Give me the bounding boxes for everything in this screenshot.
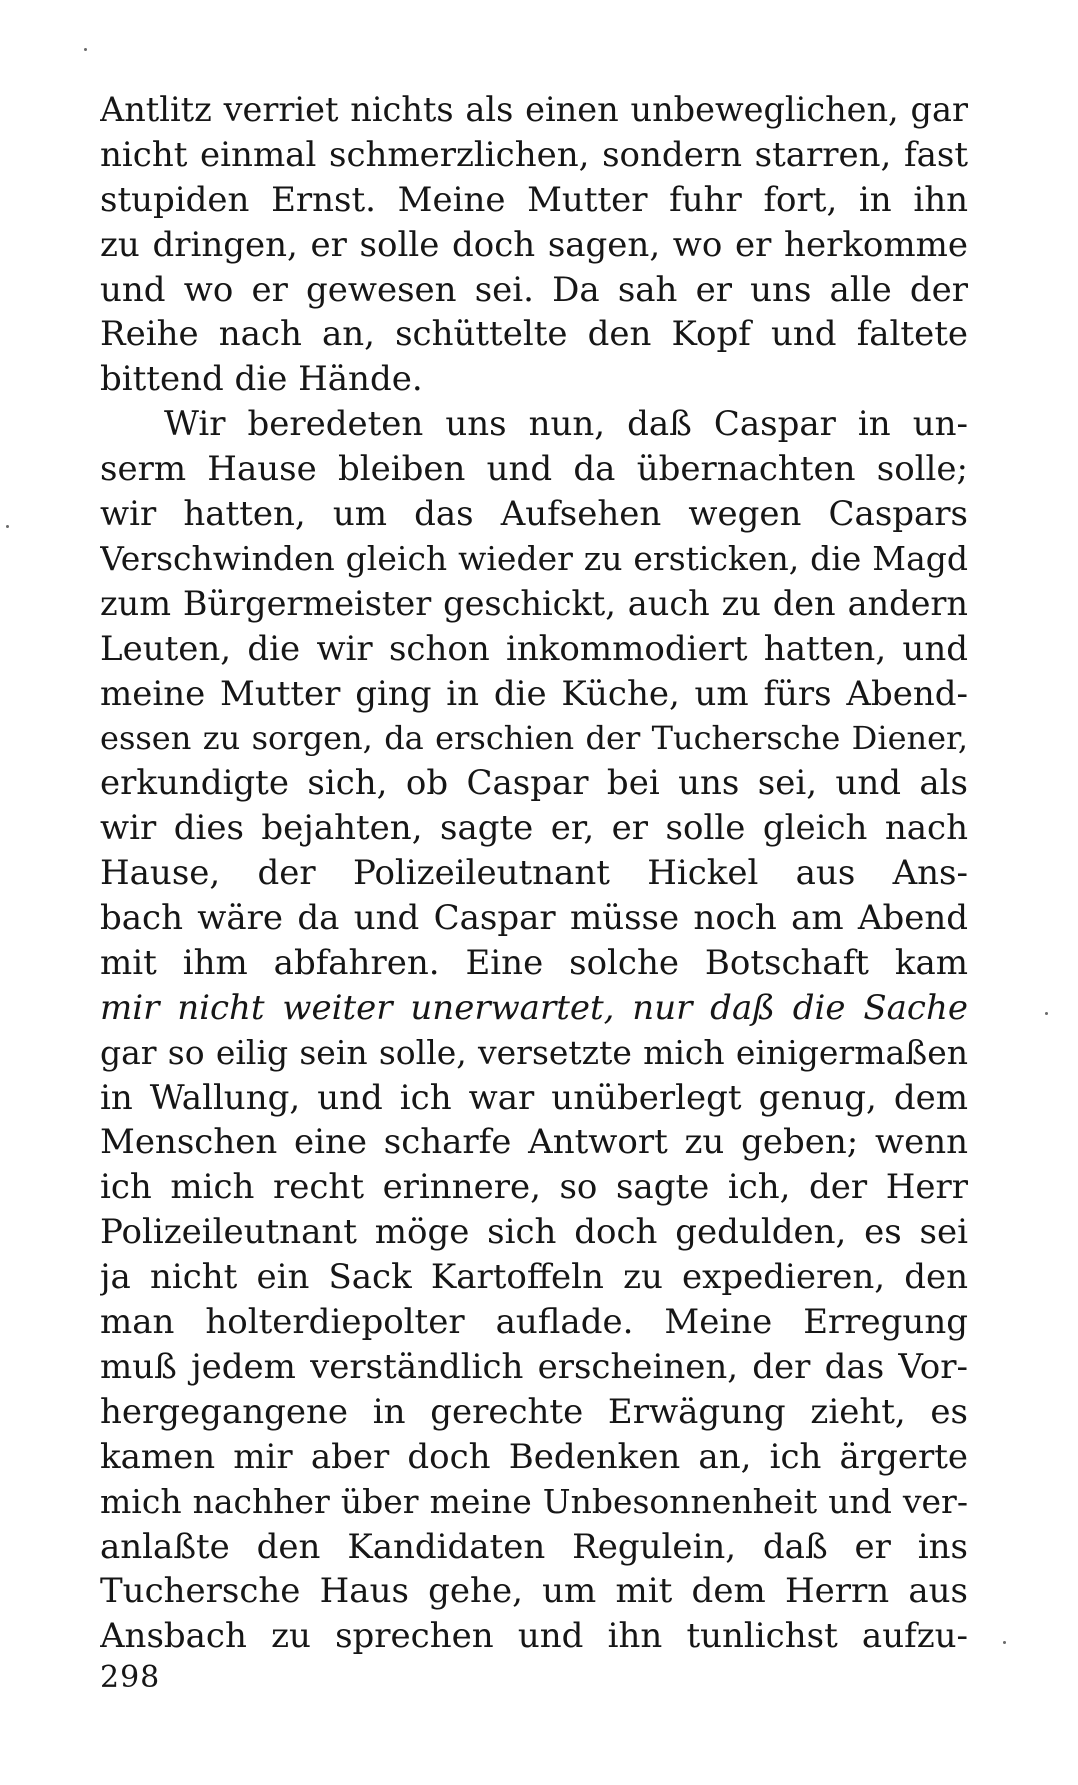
text-line: serm Hause bleiben und da übernachten solle; [100,449,968,490]
text-line: anlaßte den Kandidaten Regulein, daß er ins [100,1526,968,1567]
paper-speck [1003,1641,1006,1644]
text-line: kamen mir aber doch Bedenken an, ich ärgerte [100,1436,968,1477]
text-line: Ansbach zu sprechen und ihn tunlichst aufzu- [100,1616,968,1657]
text-line: wir dies bejahten, sagte er, er solle gleich nach [100,808,968,849]
text-line: Menschen eine scharfe Antwort zu geben; wenn [100,1122,968,1163]
text-line: erkundigte sich, ob Caspar bei uns sei, und als [100,763,968,804]
text-line: mit ihm abfahren. Eine solche Botschaft kam [100,942,968,983]
paragraph-end-line: bittend die Hände. [100,359,423,400]
text-line: hergegangene in gerechte Erwägung zieht, es [100,1391,968,1432]
text-line: man holterdiepolter auflade. Meine Erregung [100,1302,968,1343]
text-line: in Wallung, und ich war unüberlegt genug, dem [100,1077,968,1118]
text-line: bach wäre da und Caspar müsse noch am Abend [100,898,968,939]
text-line: nicht einmal schmerzlichen, sondern starren, fast [100,134,968,175]
text-line: meine Mutter ging in die Küche, um fürs Abend- [100,673,968,714]
text-line: Leuten, die wir schon inkommodiert hatten, und [100,628,968,669]
page-number: 298 [100,1660,161,1695]
text-line: ich mich recht erinnere, so sagte ich, der Herr [100,1167,968,1208]
text-line: Hause, der Polizeileutnant Hickel aus Ans- [100,853,968,894]
paragraph-start-line: Wir beredeten uns nun, daß Caspar in un- [164,404,968,445]
paper-speck [84,48,87,51]
body-text [100,88,968,1659]
text-line: Reihe nach an, schüttelte den Kopf und faltete [100,314,968,355]
text-line: muß jedem verständlich erscheinen, der das Vor- [100,1346,968,1387]
paper-speck [6,525,9,528]
text-line: essen zu sorgen, da erschien der Tuchersche Diener, [100,719,968,758]
text-line: zu dringen, er solle doch sagen, wo er herkomme [100,224,968,265]
text-line: und wo er gewesen sei. Da sah er uns alle der [100,269,968,310]
text-line: stupiden Ernst. Meine Mutter fuhr fort, in ihn [100,179,968,220]
paper-speck [1045,1012,1048,1015]
text-line: ja nicht ein Sack Kartoffeln zu expedieren, den [100,1257,968,1298]
text-line: gar so eilig sein solle, versetzte mich einigermaßen [100,1032,968,1072]
text-line: Verschwinden gleich wieder zu ersticken, die Magd [100,538,968,578]
italic-text-line: mir nicht weiter unerwartet, nur daß die Sache [100,987,968,1028]
text-line: Tuchersche Haus gehe, um mit dem Herrn aus [100,1571,968,1612]
text-line: Antlitz verriet nichts als einen unbeweglichen, gar [100,90,968,129]
text-line: Polizeileutnant möge sich doch gedulden, es sei [100,1212,968,1253]
text-line: zum Bürgermeister geschickt, auch zu den andern [100,583,968,623]
text-line: wir hatten, um das Aufsehen wegen Caspars [100,494,968,535]
text-line: mich nachher über meine Unbesonnenheit und ver- [100,1481,968,1521]
